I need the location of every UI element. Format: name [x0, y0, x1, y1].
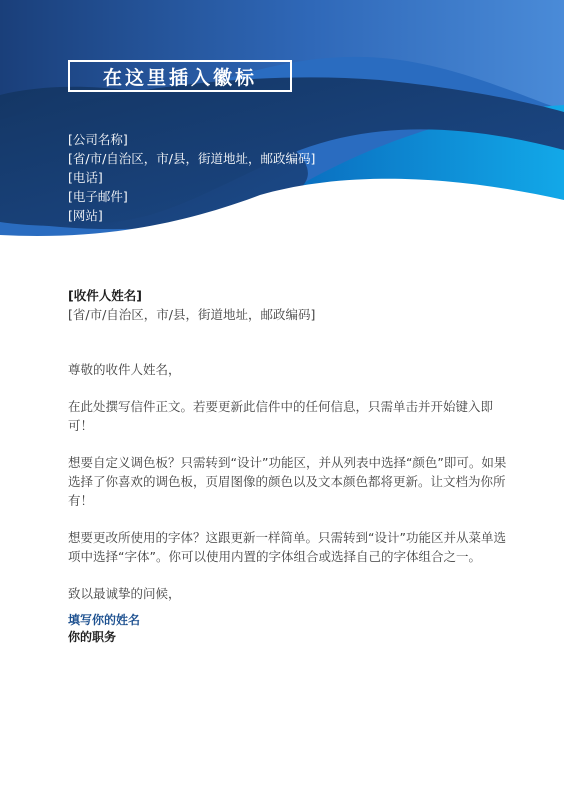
- sender-address[interactable]: [省/市/自治区，市/县，街道地址，邮政编码]: [68, 151, 316, 166]
- letter-paragraph-3[interactable]: 想要更改所使用的字体？这跟更新一样简单。只需转到“设计”功能区并从菜单选项中选择“字体”。你可以使用内置的字体组合或选择自己的字体组合之一。: [68, 530, 506, 564]
- recipient-name[interactable]: [收件人姓名]: [68, 288, 142, 303]
- signature-title[interactable]: 你的职务: [68, 630, 117, 644]
- letter-greeting[interactable]: 尊敬的收件人姓名，: [68, 362, 181, 377]
- letter-paragraph-1[interactable]: 在此处撰写信件正文。若要更新此信件中的任何信息，只需单击并开始键入即可！: [68, 399, 494, 433]
- signature-block: [68, 612, 140, 646]
- recipient-address[interactable]: [省/市/自治区，市/县，街道地址，邮政编码]: [68, 307, 316, 322]
- recipient-info: [68, 286, 315, 324]
- sender-info: [68, 130, 315, 225]
- sender-phone[interactable]: [电话]: [68, 170, 103, 185]
- logo-placeholder-text: 在这里插入徽标: [102, 66, 257, 89]
- letter-body: [68, 360, 508, 621]
- logo-placeholder[interactable]: [68, 60, 292, 92]
- sender-company[interactable]: [公司名称]: [68, 132, 128, 147]
- signature-name[interactable]: 填写你的姓名: [68, 613, 141, 627]
- sender-email[interactable]: [电子邮件]: [68, 189, 128, 204]
- sender-website[interactable]: [网站]: [68, 208, 103, 223]
- letter-paragraph-2[interactable]: 想要自定义调色板？只需转到“设计”功能区，并从列表中选择“颜色”即可。如果选择了你喜欢的调色板，页眉图像的颜色以及文本颜色都将更新。让文档为你所有！: [68, 455, 507, 508]
- letter-closing[interactable]: 致以最诚挚的问候，: [68, 586, 181, 601]
